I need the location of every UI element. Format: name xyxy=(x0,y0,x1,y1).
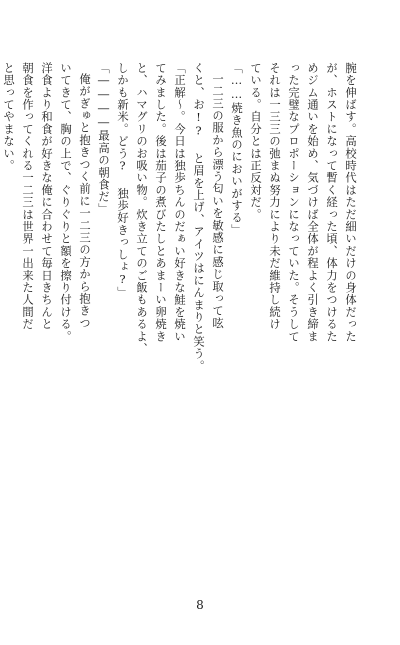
text-line: いてきて、胸の上で、ぐりぐりと額を擦り付ける。 xyxy=(59,62,72,343)
text-line: てみました。後は茄子の煮びたしとあまーい卵焼き xyxy=(154,62,167,343)
text-line: 腕を伸ばす。高校時代はただ細いだけの身体だった xyxy=(344,62,357,343)
text-line: 「――――最高の朝食だ」 xyxy=(97,62,110,216)
text-line: 俺がぎゅと抱きつく前に一二三の方から抱きつ xyxy=(78,73,91,330)
vertical-text-body xyxy=(2,62,360,584)
text-line: が、ホストになって暫く経った頃、体力をつけるた xyxy=(325,62,338,343)
text-line: ている。自分とは正反対だ。 xyxy=(249,62,262,221)
text-line: 一二三の服から漂う匂いを敏感に感じ取って呟 xyxy=(211,73,224,330)
text-line: 「正解〜。今日は独歩ちんのだぁい好きな鮭を焼い xyxy=(173,62,186,343)
text-line: と思ってやまない。 xyxy=(2,62,15,172)
text-line: しかも新米。どう? 独歩好きっしょ?」 xyxy=(116,62,129,299)
text-line: めジム通いを始め、気づけば全体が程よく引き締ま xyxy=(306,62,319,343)
text-line: 洋食より和食が好きな俺に合わせて毎日きちんと xyxy=(40,62,53,331)
text-line: と、ハマグリのお吸い物。炊き立てのご飯もあるよ、 xyxy=(135,62,148,355)
text-line: くと、お!? と眉を上げ、アイツはにんまりと笑う。 xyxy=(192,62,205,373)
page-number: 8 xyxy=(196,598,204,612)
text-line: 朝食を作ってくれる一二三は世界一出来た人間だ xyxy=(21,62,34,331)
text-line: った完璧なプロポーションになっていた。そうして xyxy=(287,62,300,343)
text-line: 「……焼き魚のにおいがする」 xyxy=(230,62,243,237)
text-line: それは一三三の弛まぬ努力により未だ維持し続け xyxy=(268,62,281,331)
